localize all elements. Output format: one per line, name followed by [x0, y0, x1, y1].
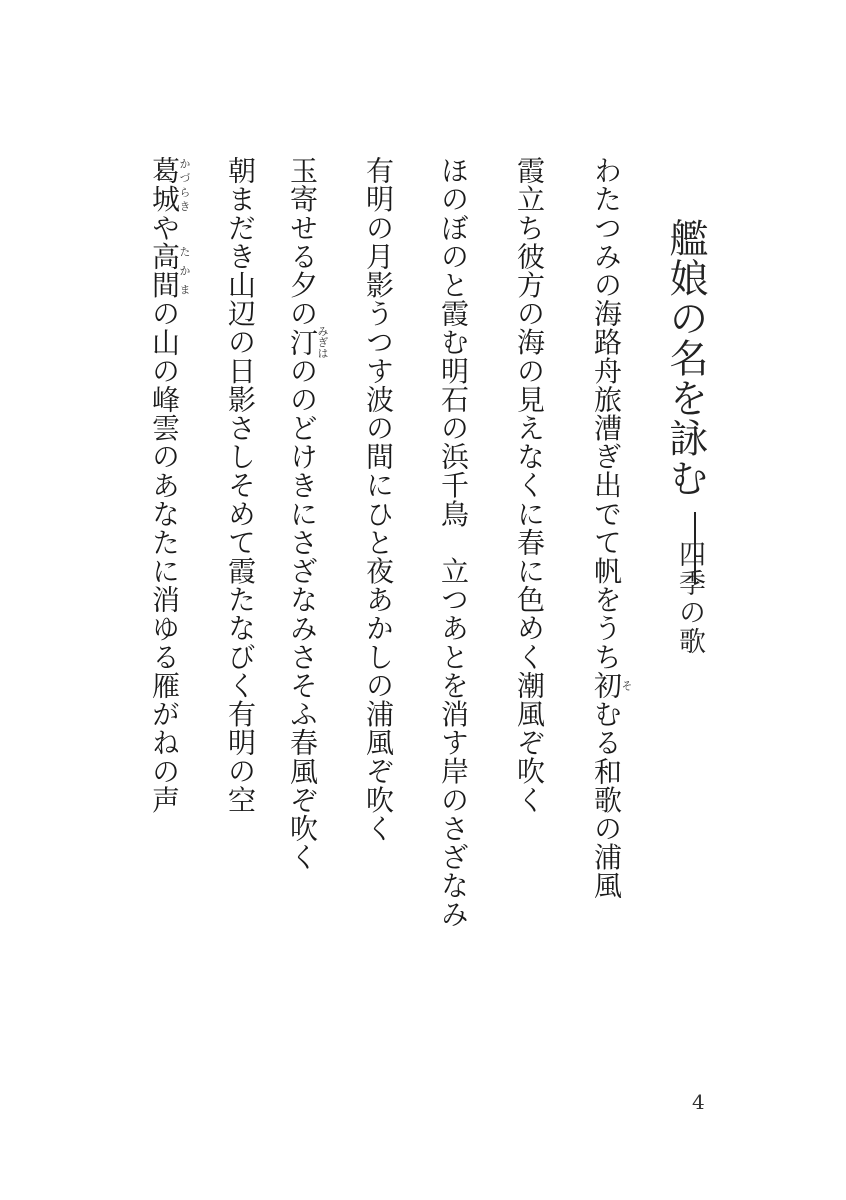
poem-1-text-b: むる和歌の浦風	[590, 699, 623, 900]
poem-6-text: 朝まだき山辺の日影さしそめて霞たなびく有明の空	[224, 156, 257, 814]
subtitle-column	[676, 540, 703, 656]
poem-7-ruby-2: 高間たかま	[148, 241, 191, 300]
poem-4-text: 有明の月影うつす波の間にひと夜あかしの浦風ぞ吹く	[362, 156, 395, 843]
page-subtitle: 四季の歌	[674, 540, 705, 656]
poem-5-text-a: 玉寄せる夕の	[286, 156, 319, 328]
poem-5-ruby: 汀みぎは	[286, 325, 329, 359]
poem-1-text-a: わたつみの海路舟旅漕ぎ出でて帆をうち	[590, 156, 623, 671]
poem-6	[224, 156, 257, 814]
poem-1-ruby: 初そ	[590, 670, 633, 700]
poem-2-text: 霞立ち彼方の海の見えなくに春に色めく潮風ぞ吹く	[513, 156, 546, 814]
poem-5-text-b: ののどけきにさざなみさそふ春風ぞ吹く	[286, 356, 319, 872]
poem-3-text: ほのぼのと霞む明石の浜千鳥 立つあとを消す岸のさざなみ	[437, 156, 470, 929]
page-title: 艦娘の名を詠む	[663, 218, 708, 498]
poem-4	[362, 156, 395, 843]
poem-1	[592, 156, 633, 900]
poem-7	[150, 156, 191, 814]
poem-3	[437, 156, 470, 929]
poem-7-ruby-1: 葛城かづらき	[148, 156, 191, 214]
poem-7-text-b: の山の峰雲のあなたに消ゆる雁がねの声	[148, 299, 181, 814]
poem-7-text-a: や	[148, 213, 181, 242]
poem-5	[288, 156, 329, 871]
poem-2	[513, 156, 546, 814]
page-number: 4	[692, 1090, 705, 1114]
